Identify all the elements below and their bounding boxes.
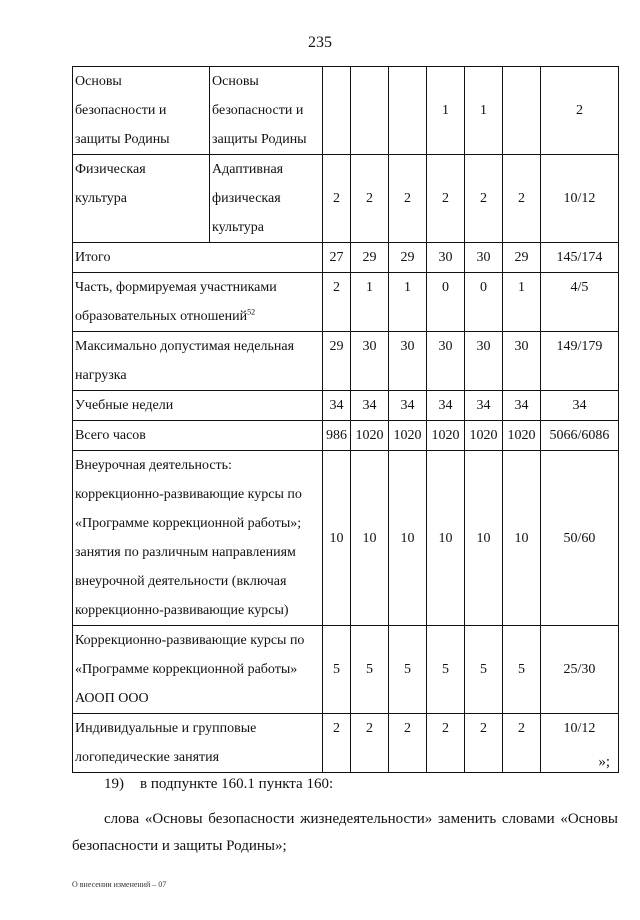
row-label: Внеурочная деятельность: коррекционно-развивающие курсы по «Программе коррекционной работы»; занятия по различным направлениям внеурочной деятельности (включая коррекционно-развивающие курсы) [73, 451, 323, 626]
cell-grade-9: 30 [465, 332, 503, 391]
row-label: Всего часов [73, 421, 323, 451]
cell-grade-5: 10 [323, 451, 351, 626]
cell-grade-6 [351, 67, 389, 155]
cell-grade-5: 27 [323, 243, 351, 273]
cell-subject: Адаптивная физическая культура [210, 155, 323, 243]
cell-grade-8: 1020 [427, 421, 465, 451]
cell-grade-6: 2 [351, 155, 389, 243]
cell-total: 10/12 [541, 714, 619, 773]
cell-grade-10: 2 [503, 714, 541, 773]
cell-grade-8: 30 [427, 243, 465, 273]
cell-grade-9: 0 [465, 273, 503, 332]
row-label: Максимально допустимая недельная нагрузка [73, 332, 323, 391]
cell-subject-area: Физическая культура [73, 155, 210, 243]
cell-grade-8: 1 [427, 67, 465, 155]
cell-grade-8: 2 [427, 155, 465, 243]
row-correction-courses [73, 626, 619, 714]
item-number: 19) [104, 776, 124, 792]
cell-grade-6: 2 [351, 714, 389, 773]
cell-total: 10/12 [541, 155, 619, 243]
cell-grade-7: 1 [389, 273, 427, 332]
cell-grade-7: 2 [389, 714, 427, 773]
cell-grade-5 [323, 67, 351, 155]
cell-grade-9: 2 [465, 155, 503, 243]
cell-grade-9: 5 [465, 626, 503, 714]
cell-grade-6: 1020 [351, 421, 389, 451]
cell-grade-10: 5 [503, 626, 541, 714]
cell-grade-8: 5 [427, 626, 465, 714]
cell-grade-7: 29 [389, 243, 427, 273]
row-obzr [73, 67, 619, 155]
cell-grade-10: 10 [503, 451, 541, 626]
cell-grade-10: 1 [503, 273, 541, 332]
cell-total: 5066/6086 [541, 421, 619, 451]
cell-total: 149/179 [541, 332, 619, 391]
cell-grade-7: 5 [389, 626, 427, 714]
row-label: Итого [73, 243, 323, 273]
cell-grade-5: 2 [323, 714, 351, 773]
closing-quote-mark: »; [598, 754, 610, 770]
cell-grade-7: 1020 [389, 421, 427, 451]
cell-grade-10: 30 [503, 332, 541, 391]
row-total-hours [73, 421, 619, 451]
cell-grade-9: 10 [465, 451, 503, 626]
cell-grade-6: 29 [351, 243, 389, 273]
cell-grade-9: 30 [465, 243, 503, 273]
cell-grade-8: 0 [427, 273, 465, 332]
row-optional-part [73, 273, 619, 332]
cell-grade-5: 2 [323, 273, 351, 332]
cell-total: 4/5 [541, 273, 619, 332]
cell-total: 2 [541, 67, 619, 155]
cell-grade-7: 10 [389, 451, 427, 626]
cell-grade-6: 30 [351, 332, 389, 391]
row-total [73, 243, 619, 273]
list-item-19 [104, 776, 333, 793]
cell-grade-9: 34 [465, 391, 503, 421]
cell-grade-7: 34 [389, 391, 427, 421]
cell-grade-7 [389, 67, 427, 155]
cell-total: 34 [541, 391, 619, 421]
cell-grade-8: 10 [427, 451, 465, 626]
cell-total: 145/174 [541, 243, 619, 273]
cell-grade-8: 30 [427, 332, 465, 391]
row-label: Индивидуальные и групповые логопедические занятия [73, 714, 323, 773]
row-label: Коррекционно-развивающие курсы по «Программе коррекционной работы» АООП ООО [73, 626, 323, 714]
curriculum-table [72, 66, 619, 773]
cell-grade-10 [503, 67, 541, 155]
page-number: 235 [308, 34, 332, 51]
row-speech-therapy [73, 714, 619, 773]
row-extracurricular [73, 451, 619, 626]
cell-grade-6: 10 [351, 451, 389, 626]
cell-grade-5: 5 [323, 626, 351, 714]
cell-subject-area: Основы безопасности и защиты Родины [73, 67, 210, 155]
cell-grade-6: 1 [351, 273, 389, 332]
cell-grade-10: 29 [503, 243, 541, 273]
item-text: в подпункте 160.1 пункта 160: [140, 776, 334, 792]
cell-grade-8: 34 [427, 391, 465, 421]
cell-grade-9: 1 [465, 67, 503, 155]
footer-note: О внесении изменений – 07 [72, 880, 167, 889]
row-study-weeks [73, 391, 619, 421]
cell-grade-7: 2 [389, 155, 427, 243]
cell-grade-5: 2 [323, 155, 351, 243]
body-paragraph: слова «Основы безопасности жизнедеятельности» заменить словами «Основы безопасности и защиты Родины»; [72, 811, 618, 854]
cell-subject: Основы безопасности и защиты Родины [210, 67, 323, 155]
cell-grade-10: 1020 [503, 421, 541, 451]
cell-grade-10: 2 [503, 155, 541, 243]
cell-grade-8: 2 [427, 714, 465, 773]
cell-grade-6: 34 [351, 391, 389, 421]
footnote-mark: 52 [247, 307, 256, 317]
cell-grade-6: 5 [351, 626, 389, 714]
row-label: Часть, формируемая участниками образовательных отношений$^{52}$ [73, 273, 323, 332]
cell-total: 25/30 [541, 626, 619, 714]
row-physical-culture [73, 155, 619, 243]
cell-grade-5: 34 [323, 391, 351, 421]
cell-total: 50/60 [541, 451, 619, 626]
cell-grade-7: 30 [389, 332, 427, 391]
cell-grade-5: 986 [323, 421, 351, 451]
row-label: Учебные недели [73, 391, 323, 421]
row-max-load [73, 332, 619, 391]
cell-grade-9: 2 [465, 714, 503, 773]
cell-grade-5: 29 [323, 332, 351, 391]
cell-grade-10: 34 [503, 391, 541, 421]
cell-grade-9: 1020 [465, 421, 503, 451]
